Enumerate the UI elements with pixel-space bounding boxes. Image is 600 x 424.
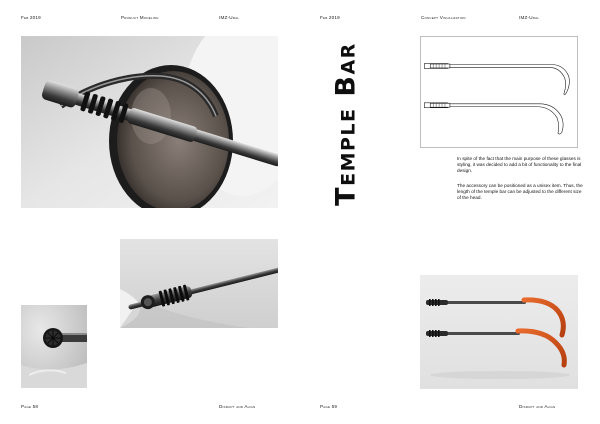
hero-photo [21,36,278,208]
header-date-right: Feb 2019 [320,15,340,20]
render-photo [420,275,578,389]
sketch-panel [420,36,578,148]
detail-photo [120,239,278,328]
footer-page: Page 58 [21,404,39,409]
header-date: Feb 2019 [21,15,41,20]
paragraph-1: In spite of the fact that the main purpose of these glasses is styling, it was decided to add a bit of functionality to the final design. [457,156,582,173]
paragraph-2: The accessory can be positioned as a unisex item. Thus, the length of the temple bar can be adjusted to the different size of the head. [457,183,583,200]
header-author: IMZ-Ural [219,15,240,20]
header-section-right: Concept Visualization [421,15,466,20]
page-title [331,36,361,212]
page-title-text: Temple Bar [330,42,362,206]
footer-brand: Disrupt and Align [219,404,256,409]
header-section: Product Modeling [121,15,159,20]
hinge-photo [21,305,87,388]
footer-page-right: Page 59 [320,404,338,409]
footer-brand-right: Disrupt and Align [519,404,556,409]
header-author-right: IMZ-Ural [519,15,540,20]
